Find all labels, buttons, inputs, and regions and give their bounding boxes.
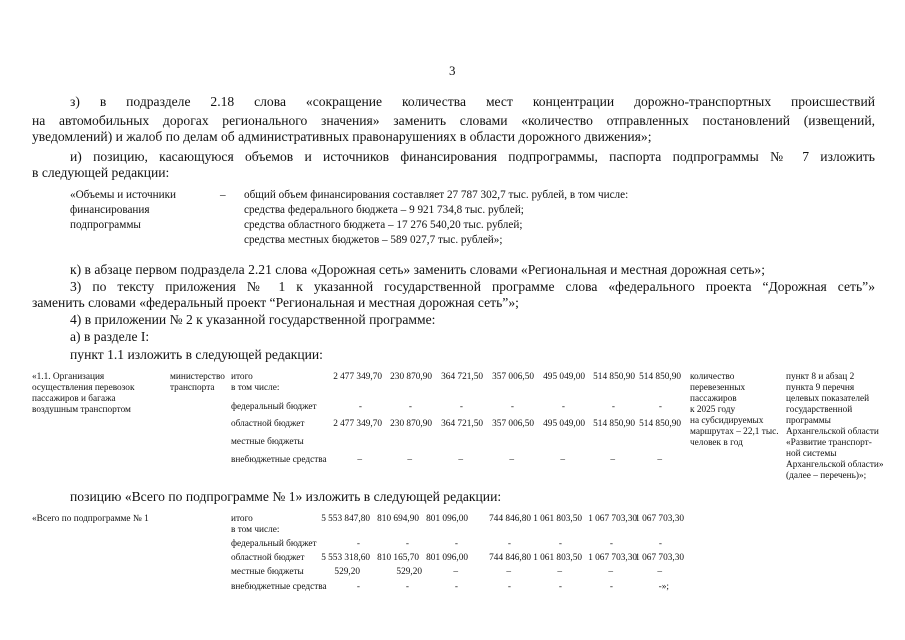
t2-cell: - — [609, 582, 613, 592]
t1-cell: - — [358, 402, 362, 412]
t2-row-total-sublabel: в том числе: — [231, 525, 280, 535]
t1-cell: 230 870,90 — [390, 419, 432, 429]
t1-reference-line7: «Развитие транспорт- — [786, 438, 872, 448]
t2-cell: - — [658, 539, 662, 549]
paragraph-i-line2: в следующей редакции: — [32, 165, 170, 180]
t1-cell: – — [657, 455, 662, 465]
passport-value-line3: средства областного бюджета – 17 276 540,20 тыс. рублей; — [244, 219, 523, 231]
t1-reference-line3: целевых показателей — [786, 394, 870, 404]
t1-cell: 357 006,50 — [492, 372, 534, 382]
t1-cell: 230 870,90 — [390, 372, 432, 382]
t1-name-line2: осуществления перевозок — [32, 383, 135, 393]
t1-reference-line5: программы — [786, 416, 831, 426]
t2-row-extra-label: внебюджетные средства — [231, 582, 327, 592]
t1-cell: - — [658, 402, 662, 412]
t2-cell: - — [405, 582, 409, 592]
t1-reference-line1: пункт 8 и абзац 2 — [786, 372, 855, 382]
paragraph-3-line1: 3) по тексту приложения № 1 к указанной государственной программе слова «федерального проекта “Дорожная сеть”» — [70, 279, 875, 294]
t1-cell: 514 850,90 — [593, 419, 635, 429]
t1-reference-line4: государственной — [786, 405, 853, 415]
passport-label-line2: финансирования — [70, 204, 150, 216]
t2-cell: 529,20 — [334, 567, 360, 577]
t1-cell: - — [459, 402, 463, 412]
t1-cell: 364 721,50 — [441, 419, 483, 429]
t1-cell: 2 477 349,70 — [333, 372, 382, 382]
t1-indicator-line5: на субсидируемых — [690, 416, 764, 426]
t2-cell: - — [558, 539, 562, 549]
paragraph-i-line1: и) позицию, касающуюся объемов и источников финансирования подпрограммы, паспорта подпрограммы № 7 изложить — [70, 149, 875, 164]
t2-cell: 801 096,00 — [426, 514, 468, 524]
t1-row-federal-label: федеральный бюджет — [231, 402, 317, 412]
t1-cell: – — [458, 455, 463, 465]
paragraph-z-line3: уведомлений) и жалоб по делам об административных правонарушениях в области дорожного движения»; — [32, 129, 652, 144]
t1-cell: 364 721,50 — [441, 372, 483, 382]
passport-label-line1: «Объемы и источники — [70, 189, 177, 201]
t2-cell: 5 553 318,60 — [321, 553, 370, 563]
passport-value-line4: средства местных бюджетов – 589 027,7 тыс. рублей»; — [244, 234, 503, 246]
t1-cell: 514 850,90 — [593, 372, 635, 382]
t2-cell: 810 165,70 — [377, 553, 419, 563]
t1-row-regional-label: областной бюджет — [231, 419, 305, 429]
t1-row-extra-label: внебюджетные средства — [231, 455, 327, 465]
t1-reference-line10: (далее – перечень)»; — [786, 471, 867, 481]
t2-cell: - — [405, 539, 409, 549]
t1-cell: - — [611, 402, 615, 412]
t1-cell: - — [561, 402, 565, 412]
t1-cell: - — [510, 402, 514, 412]
t2-cell: - — [454, 582, 458, 592]
t2-cell: 1 067 703,30 — [635, 553, 684, 563]
t1-reference-line6: Архангельской области — [786, 427, 879, 437]
t1-cell: – — [560, 455, 565, 465]
page-number: 3 — [449, 63, 456, 78]
t1-indicator-line3: пассажиров — [690, 394, 737, 404]
t1-indicator-line7: человек в год — [690, 438, 743, 448]
t1-row-total-label: итого — [231, 372, 253, 382]
paragraph-punkt: пункт 1.1 изложить в следующей редакции: — [70, 347, 323, 362]
t1-indicator-line4: к 2025 году — [690, 405, 736, 415]
t1-cell: 357 006,50 — [492, 419, 534, 429]
t2-row-regional-label: областной бюджет — [231, 553, 305, 563]
t2-cell: - — [507, 582, 511, 592]
t1-row-local-label: местные бюджеты — [231, 437, 304, 447]
t2-cell: - — [356, 582, 360, 592]
t2-cell: 5 553 847,80 — [321, 514, 370, 524]
t1-cell: – — [357, 455, 362, 465]
paragraph-3-line2: заменить словами «федеральный проект “Региональная и местная дорожная сеть”»; — [32, 295, 519, 310]
t2-cell: 1 067 703,30 — [588, 514, 637, 524]
t1-cell: – — [610, 455, 615, 465]
t2-cell: 1 061 803,50 — [533, 514, 582, 524]
t1-row-total-sublabel: в том числе: — [231, 383, 280, 393]
t2-cell: - — [454, 539, 458, 549]
t2-cell: 744 846,80 — [489, 553, 531, 563]
t2-cell: -»; — [658, 582, 669, 592]
t2-cell: - — [558, 582, 562, 592]
t2-row-local-label: местные бюджеты — [231, 567, 304, 577]
passport-label-line3: подпрограммы — [70, 219, 141, 231]
paragraph-4: 4) в приложении № 2 к указанной государственной программе: — [70, 312, 436, 327]
t2-cell: 529,20 — [396, 567, 422, 577]
t2-cell: - — [609, 539, 613, 549]
paragraph-z-line2: на автомобильных дорогах регионального значения» заменить словами «количество отправленных постановлений (извещений, — [32, 113, 875, 128]
t1-name-line4: воздушным транспортом — [32, 405, 131, 415]
t1-name-line1: «1.1. Организация — [32, 372, 105, 382]
paragraph-position: позицию «Всего по подпрограмме № 1» изложить в следующей редакции: — [70, 489, 502, 504]
passport-dash: – — [220, 189, 226, 201]
t1-indicator-line6: маршрутах – 22,1 тыс. — [690, 427, 779, 437]
t2-cell: – — [657, 567, 662, 577]
t1-reference-line8: ной системы — [786, 449, 837, 459]
t2-cell: – — [557, 567, 562, 577]
t2-cell: – — [506, 567, 511, 577]
t2-row-total-label: итого — [231, 514, 253, 524]
t2-cell: 1 061 803,50 — [533, 553, 582, 563]
t1-reference-line9: Архангельской области» — [786, 460, 884, 470]
paragraph-a: а) в разделе I: — [70, 329, 150, 344]
t2-cell: - — [507, 539, 511, 549]
t1-indicator-line2: перевезенных — [690, 383, 746, 393]
t1-name-line3: пассажиров и багажа — [32, 394, 116, 404]
t1-cell: 514 850,90 — [639, 372, 681, 382]
t2-name: «Всего по подпрограмме № 1 — [32, 514, 149, 524]
t1-cell: 2 477 349,70 — [333, 419, 382, 429]
t2-cell: 801 096,00 — [426, 553, 468, 563]
passport-value-line1: общий объем финансирования составляет 27 787 302,7 тыс. рублей, в том числе: — [244, 189, 629, 201]
t1-cell: - — [408, 402, 412, 412]
t2-row-federal-label: федеральный бюджет — [231, 539, 317, 549]
passport-value-line2: средства федерального бюджета – 9 921 734,8 тыс. рублей; — [244, 204, 524, 216]
paragraph-z-line1: з) в подразделе 2.18 слова «сокращение количества мест концентрации дорожно-транспортных происшествий — [70, 94, 875, 109]
t2-cell: 810 694,90 — [377, 514, 419, 524]
t2-cell: - — [356, 539, 360, 549]
t2-cell: – — [453, 567, 458, 577]
t1-cell: – — [407, 455, 412, 465]
t1-executor-line1: министерство — [170, 372, 225, 382]
t1-indicator-line1: количество — [690, 372, 735, 382]
t2-cell: 744 846,80 — [489, 514, 531, 524]
t1-reference-line2: пункта 9 перечня — [786, 383, 855, 393]
t1-executor-line2: транспорта — [170, 383, 215, 393]
t1-cell: 514 850,90 — [639, 419, 681, 429]
paragraph-k: к) в абзаце первом подраздела 2.21 слова «Дорожная сеть» заменить словами «Региональная и местная дорожная сеть»; — [70, 262, 765, 277]
t2-cell: 1 067 703,30 — [588, 553, 637, 563]
t2-cell: 1 067 703,30 — [635, 514, 684, 524]
t2-cell: – — [608, 567, 613, 577]
t1-cell: 495 049,00 — [543, 372, 585, 382]
t1-cell: – — [509, 455, 514, 465]
t1-cell: 495 049,00 — [543, 419, 585, 429]
